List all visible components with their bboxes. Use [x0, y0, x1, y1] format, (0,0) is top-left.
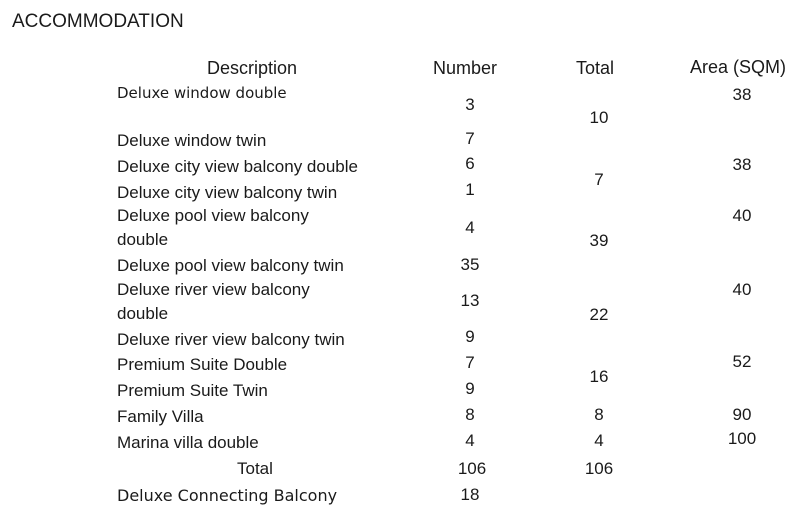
- group-total: 16: [589, 367, 609, 386]
- row-description: Premium Suite Twin: [117, 381, 268, 400]
- row-number: 1: [465, 180, 475, 199]
- row-description: Marina villa double: [117, 433, 259, 452]
- connecting-row-number: 18: [460, 485, 480, 504]
- page-title: ACCOMMODATION: [12, 11, 184, 32]
- row-number: 4: [465, 431, 475, 450]
- total-row-total: 106: [584, 459, 614, 478]
- column-header-description: Description: [207, 58, 298, 78]
- row-description: Deluxe city view balcony twin: [117, 183, 338, 202]
- row-number: 13: [460, 291, 480, 310]
- row-description: Premium Suite Double: [117, 355, 288, 374]
- row-description: Family Villa: [117, 407, 204, 426]
- group-area: 90: [732, 405, 752, 424]
- total-row-label: Total: [237, 459, 273, 478]
- row-description: Deluxe river view balcony twin: [117, 330, 345, 349]
- row-number: 9: [465, 379, 475, 398]
- row-number: 35: [460, 255, 480, 274]
- group-total: 10: [589, 108, 609, 127]
- row-description: Deluxe pool view balcony: [117, 206, 309, 225]
- group-area: 100: [727, 429, 757, 448]
- group-area: 38: [732, 85, 752, 104]
- row-description: Deluxe river view balcony: [117, 280, 310, 299]
- row-number: 4: [465, 218, 475, 237]
- group-area: 40: [732, 280, 752, 299]
- row-description: Deluxe city view balcony double: [117, 157, 358, 176]
- row-description: Deluxe pool view balcony twin: [117, 256, 344, 275]
- row-number: 8: [465, 405, 475, 424]
- group-total: 4: [594, 431, 604, 450]
- group-total: 7: [594, 170, 604, 189]
- row-number: 7: [465, 353, 475, 372]
- connecting-row-label: Deluxe Connecting Balcony: [117, 486, 338, 505]
- row-number: 9: [465, 327, 475, 346]
- row-number: 3: [465, 95, 475, 114]
- group-area: 40: [732, 206, 752, 225]
- group-total: 22: [589, 305, 609, 324]
- row-description-continued: double: [117, 230, 169, 249]
- column-header-area: Area (SQM): [690, 57, 787, 77]
- group-total: 39: [589, 231, 609, 250]
- row-description: Deluxe window twin: [117, 131, 267, 150]
- row-number: 6: [465, 154, 475, 173]
- group-total: 8: [594, 405, 604, 424]
- row-number: 7: [465, 129, 475, 148]
- row-description-continued: double: [117, 304, 169, 323]
- column-header-number: Number: [433, 58, 498, 78]
- group-area: 38: [732, 155, 752, 174]
- group-area: 52: [732, 352, 752, 371]
- total-row-number: 106: [457, 459, 487, 478]
- column-header-total: Total: [576, 58, 615, 78]
- row-description: Deluxe window double: [117, 84, 287, 102]
